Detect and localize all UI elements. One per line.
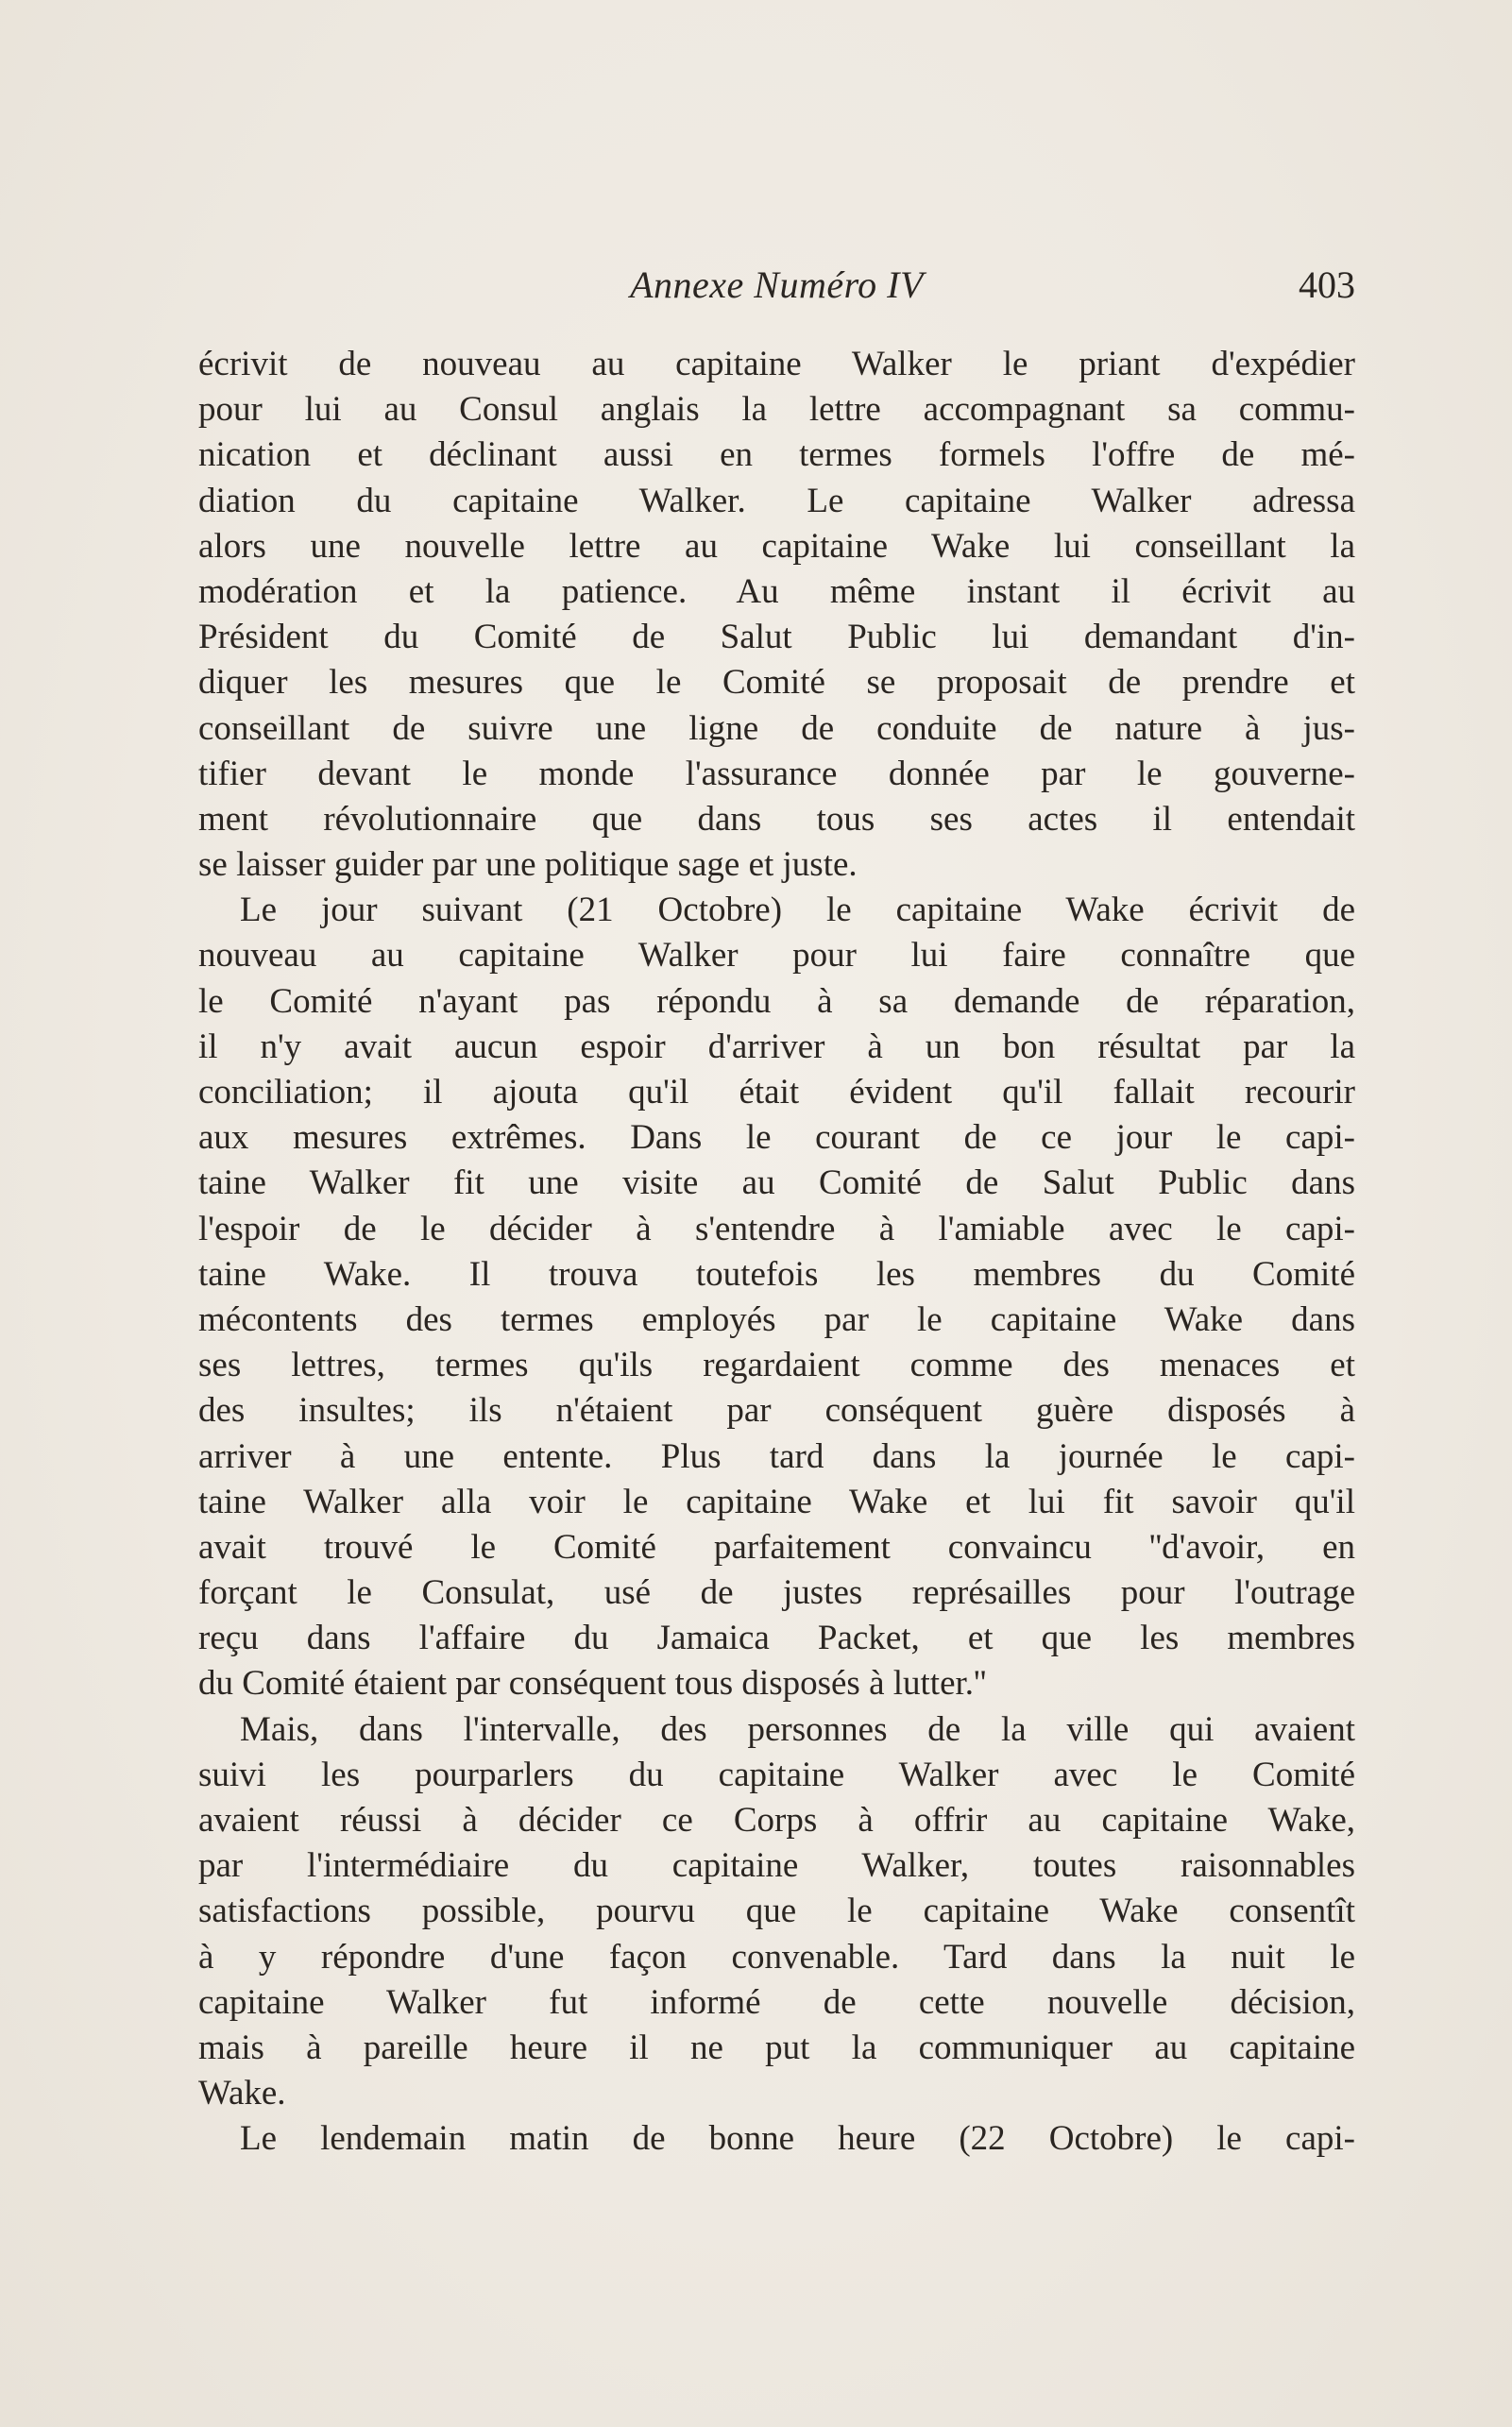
running-title: Annexe Numéro IV (630, 263, 924, 306)
paragraph (198, 2116, 1355, 2162)
text-line: capitaine Walker fut informé de cette nouvelle décision, (198, 1982, 1355, 2022)
text-line: conciliation; il ajouta qu'il était évident qu'il fallait recourir (198, 1073, 1355, 1112)
text-line: des insultes; ils n'étaient par conséquent guère disposés à (198, 1391, 1355, 1431)
body-text (198, 342, 1355, 2163)
text-line: il n'y avait aucun espoir d'arriver à un bon résultat par la (198, 1027, 1355, 1066)
text-line: diation du capitaine Walker. Le capitaine Walker adressa (198, 481, 1355, 520)
text-line: arriver à une entente. Plus tard dans la journée le capi- (198, 1436, 1355, 1476)
text-line: aux mesures extrêmes. Dans le courant de ce jour le capi- (198, 1118, 1355, 1158)
text-line: Mais, dans l'intervalle, des personnes de la ville qui avaient (240, 1709, 1355, 1749)
text-line: le Comité n'ayant pas répondu à sa demande de réparation, (198, 981, 1355, 1021)
text-line: à y répondre d'une façon convenable. Tard dans la nuit le (198, 1937, 1355, 1977)
text-line: pour lui au Consul anglais la lettre accompagnant sa commu- (198, 390, 1355, 430)
text-line: Le jour suivant (21 Octobre) le capitaine Wake écrivit de (240, 891, 1355, 930)
page-header (198, 263, 1355, 319)
text-line: taine Walker fit une visite au Comité de Salut Public dans (198, 1163, 1355, 1203)
page-number: 403 (1299, 263, 1355, 306)
text-line: suivi les pourparlers du capitaine Walker avec le Comité (198, 1755, 1355, 1794)
paragraph (198, 888, 1355, 1706)
text-line: avait trouvé le Comité parfaitement convaincu ''d'avoir, en (198, 1527, 1355, 1567)
text-line: diquer les mesures que le Comité se proposait de prendre et (198, 663, 1355, 703)
text-line: alors une nouvelle lettre au capitaine Wake lui conseillant la (198, 526, 1355, 566)
paragraph (198, 1707, 1355, 2117)
text-line: avaient réussi à décider ce Corps à offrir au capitaine Wake, (198, 1801, 1355, 1840)
text-line: ses lettres, termes qu'ils regardaient comme des menaces et (198, 1346, 1355, 1385)
text-line: conseillant de suivre une ligne de conduite de nature à jus- (198, 708, 1355, 748)
text-line: nouveau au capitaine Walker pour lui faire connaître que (198, 936, 1355, 976)
text-line: écrivit de nouveau au capitaine Walker le priant d'expédier (198, 345, 1355, 383)
text-line: reçu dans l'affaire du Jamaica Packet, et que les membres (198, 1619, 1355, 1658)
text-line: taine Wake. Il trouva toutefois les membres du Comité (198, 1254, 1355, 1294)
text-line: mais à pareille heure il ne put la communiquer au capitaine (198, 2028, 1355, 2067)
text-line: par l'intermédiaire du capitaine Walker, toutes raisonnables (198, 1846, 1355, 1886)
text-line: du Comité étaient par conséquent tous disposés à lutter.'' (198, 1664, 987, 1704)
text-line: modération et la patience. Au même instant il écrivit au (198, 571, 1355, 611)
text-line: satisfactions possible, pourvu que le capitaine Wake consentît (198, 1892, 1355, 1931)
text-line: l'espoir de le décider à s'entendre à l'amiable avec le capi- (198, 1209, 1355, 1248)
paragraph (198, 342, 1355, 888)
text-line: forçant le Consulat, usé de justes représailles pour l'outrage (198, 1573, 1355, 1613)
text-line: ment révolutionnaire que dans tous ses actes il entendait (198, 799, 1355, 839)
text-line: Président du Comité de Salut Public lui demandant d'in- (198, 618, 1355, 657)
text-line: tifier devant le monde l'assurance donnée par le gouverne- (198, 754, 1355, 793)
text-line: Le lendemain matin de bonne heure (22 Octobre) le capi- (240, 2119, 1355, 2159)
text-line: nication et déclinant aussi en termes formels l'offre de mé- (198, 435, 1355, 475)
text-line: mécontents des termes employés par le capitaine Wake dans (198, 1299, 1355, 1339)
text-line: Wake. (198, 2074, 286, 2113)
text-line: taine Walker alla voir le capitaine Wake et lui fit savoir qu'il (198, 1482, 1355, 1521)
text-line: se laisser guider par une politique sage et juste. (198, 845, 858, 885)
